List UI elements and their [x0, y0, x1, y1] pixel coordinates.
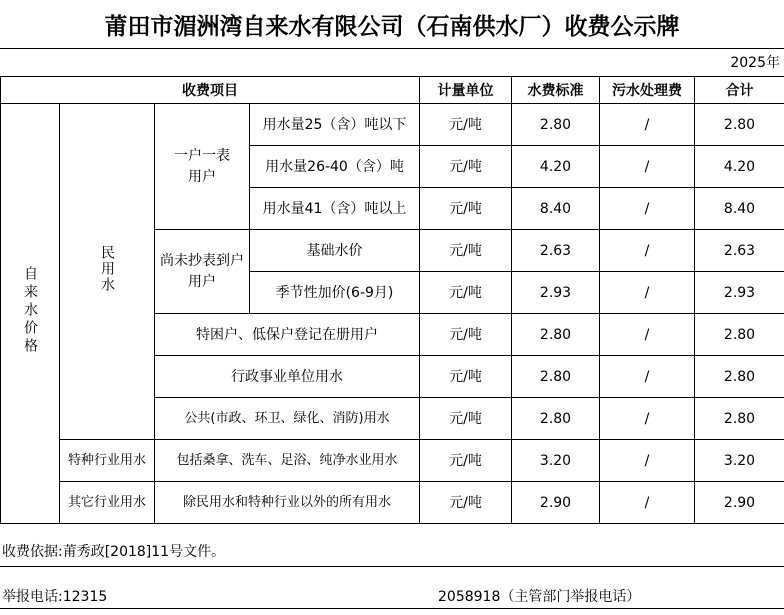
one-meter-cell	[155, 104, 250, 230]
row-fee: 4.20	[512, 146, 600, 188]
row-sewage: /	[600, 104, 695, 146]
fee-table	[0, 76, 784, 524]
row-sewage: /	[600, 482, 695, 524]
row-total: 2.90	[695, 482, 784, 524]
table-row	[1, 440, 784, 482]
row-desc: 季节性加价(6-9月)	[250, 272, 420, 314]
row-fee: 2.80	[512, 356, 600, 398]
row-sewage: /	[600, 314, 695, 356]
row-desc: 公共(市政、环卫、绿化、消防)用水	[155, 398, 420, 440]
page-title: 莆田市湄洲湾自来水有限公司（石南供水厂）收费公示牌	[104, 13, 680, 40]
table-row	[1, 482, 784, 524]
row-desc: 用水量41（含）吨以上	[250, 188, 420, 230]
residential-label: 民用水	[99, 245, 115, 293]
row-unit: 元/吨	[420, 314, 512, 356]
row-desc: 特困户、低保户登记在册用户	[155, 314, 420, 356]
row-unit: 元/吨	[420, 104, 512, 146]
row-fee: 2.80	[512, 398, 600, 440]
row-fee: 2.90	[512, 482, 600, 524]
row-unit: 元/吨	[420, 482, 512, 524]
row-total: 2.80	[695, 398, 784, 440]
row-total: 3.20	[695, 440, 784, 482]
divider-bottom	[0, 608, 784, 609]
header-total: 合计	[695, 77, 784, 104]
row-unit: 元/吨	[420, 398, 512, 440]
row-fee: 3.20	[512, 440, 600, 482]
row-fee: 2.80	[512, 314, 600, 356]
row-total: 2.80	[695, 104, 784, 146]
row-sewage: /	[600, 398, 695, 440]
row-total: 2.93	[695, 272, 784, 314]
table-row	[1, 104, 784, 146]
row-sewage: /	[600, 146, 695, 188]
row-desc: 用水量26-40（含）吨	[250, 146, 420, 188]
divider-footer	[0, 566, 784, 567]
category-label: 自来水价格	[22, 266, 38, 356]
row-total: 2.80	[695, 356, 784, 398]
row-unit: 元/吨	[420, 146, 512, 188]
row-sewage: /	[600, 230, 695, 272]
row-sewage: /	[600, 188, 695, 230]
row-unit: 元/吨	[420, 272, 512, 314]
row-sewage: /	[600, 356, 695, 398]
row-total: 2.80	[695, 314, 784, 356]
row-fee: 8.40	[512, 188, 600, 230]
year-label: 2025年	[730, 55, 780, 71]
row-total: 2.63	[695, 230, 784, 272]
special-industry-label: 特种行业用水	[60, 440, 155, 482]
one-meter-label: 一户一表用户	[174, 147, 230, 185]
row-unit: 元/吨	[420, 356, 512, 398]
row-desc: 除民用水和特种行业以外的所有用水	[155, 482, 420, 524]
row-fee: 2.63	[512, 230, 600, 272]
row-fee: 2.80	[512, 104, 600, 146]
row-desc: 包括桑拿、洗车、足浴、纯净水业用水	[155, 440, 420, 482]
residential-cell	[60, 104, 155, 440]
fee-basis-note: 收费依据:莆秀政[2018]11号文件。	[2, 544, 226, 560]
category-cell	[1, 104, 60, 524]
report-phone: 举报电话:12315	[2, 589, 108, 605]
row-sewage: /	[600, 440, 695, 482]
table-header-row	[1, 77, 784, 104]
divider-top	[0, 48, 784, 49]
not-metered-cell	[155, 230, 250, 314]
row-sewage: /	[600, 272, 695, 314]
row-fee: 2.93	[512, 272, 600, 314]
row-total: 8.40	[695, 188, 784, 230]
header-unit: 计量单位	[420, 77, 512, 104]
header-water-fee: 水费标准	[512, 77, 600, 104]
row-unit: 元/吨	[420, 440, 512, 482]
row-unit: 元/吨	[420, 188, 512, 230]
row-desc: 用水量25（含）吨以下	[250, 104, 420, 146]
row-total: 4.20	[695, 146, 784, 188]
other-industry-label: 其它行业用水	[60, 482, 155, 524]
header-sewage-fee: 污水处理费	[600, 77, 695, 104]
row-desc: 行政事业单位用水	[155, 356, 420, 398]
supervisor-phone: 2058918（主管部门举报电话）	[438, 589, 641, 605]
not-metered-label: 尚未抄表到户用户	[160, 252, 244, 290]
row-unit: 元/吨	[420, 230, 512, 272]
row-desc: 基础水价	[250, 230, 420, 272]
header-item: 收费项目	[1, 77, 420, 104]
